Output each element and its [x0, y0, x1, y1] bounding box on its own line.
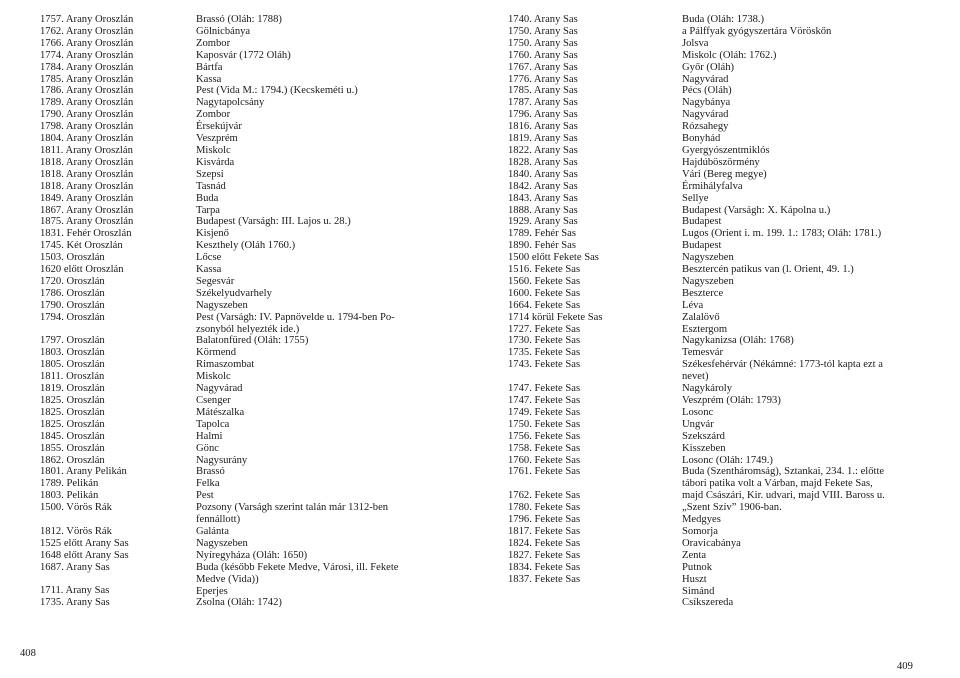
- location-line: Galánta: [196, 525, 229, 537]
- location-line: Nagyvárad: [196, 383, 243, 395]
- location-line: Nagyszeben: [682, 275, 734, 287]
- location-line: Veszprém: [196, 133, 238, 145]
- entry-line: 1620 előtt Oroszlán: [40, 264, 124, 276]
- location-line: Somorja: [682, 525, 718, 537]
- location-line: Segesvár: [196, 275, 235, 287]
- group-gap: [40, 514, 133, 526]
- location-line: Buda (később Fekete Medve, Városi, ill. Fekete: [196, 561, 399, 573]
- entry-line: 1664. Fekete Sas: [508, 299, 581, 311]
- entry-line: 1831. Fehér Oroszlán: [40, 228, 132, 240]
- location-line: Tarpa: [196, 204, 220, 216]
- location-line: majd Császári, Kir. udvari, majd VIII. Baross u.: [682, 490, 885, 502]
- entry-line: 1796. Fekete Sas: [508, 514, 581, 526]
- entry-line: 1811. Oroszlán: [40, 371, 105, 383]
- location-line: Losonc (Oláh: 1749.): [682, 454, 773, 466]
- entry-line: 1600. Fekete Sas: [508, 287, 581, 299]
- entry-line: 1714 körül Fekete Sas: [508, 311, 603, 323]
- entry-line: 1758. Fekete Sas: [508, 442, 581, 454]
- entry-line: 1785. Arany Oroszlán: [40, 73, 134, 85]
- location-line: Nagybánya: [682, 97, 731, 109]
- location-line: Putnok: [682, 561, 713, 573]
- entry-line: 1840. Arany Sas: [508, 168, 578, 180]
- location-line: Érmihályfalva: [682, 180, 743, 192]
- location-line: Léva: [682, 299, 704, 311]
- location-line: zsonyból helyezték ide.): [196, 323, 300, 335]
- pharmacy-year-name-column-left: [40, 14, 133, 609]
- location-line: Brassó (Oláh: 1788): [196, 14, 282, 25]
- location-line: Érsekújvár: [196, 121, 242, 133]
- location-line: Zalalövő: [682, 311, 720, 323]
- entry-line: 1735. Fekete Sas: [508, 347, 581, 359]
- location-line: Székelyudvarhely: [196, 287, 272, 299]
- location-line: Lőcse: [196, 252, 222, 264]
- location-line: Ungvár: [682, 418, 714, 430]
- entry-line: 1834. Fekete Sas: [508, 561, 581, 573]
- location-line: Kaposvár (1772 Oláh): [196, 49, 291, 61]
- location-line: Pest (Vida M.: 1794.) (Kecskeméti u.): [196, 85, 358, 97]
- entry-line: 1804. Arany Oroszlán: [40, 133, 134, 145]
- entry-line: 1560. Fekete Sas: [508, 275, 581, 287]
- location-line: Kisjenő: [196, 228, 229, 240]
- entry-line: 1648 előtt Arany Sas: [40, 549, 129, 561]
- location-line: Kassa: [196, 73, 222, 85]
- location-line: Győr (Oláh): [682, 61, 735, 73]
- location-line: Nagyszeben: [196, 537, 248, 549]
- entry-line: 1727. Fekete Sas: [508, 323, 581, 335]
- entry-line: 1789. Arany Oroszlán: [40, 97, 134, 109]
- entry-line: 1827. Fekete Sas: [508, 549, 581, 561]
- entry-line: 1867. Arany Oroszlán: [40, 204, 134, 216]
- entry-line: 1811. Arany Oroszlán: [40, 144, 133, 156]
- entry-line: 1822. Arany Sas: [508, 144, 578, 156]
- location-line: Csenger: [196, 395, 231, 406]
- entry-line: 1789. Pelikán: [40, 478, 99, 490]
- entry-line: 1767. Arany Sas: [508, 61, 578, 73]
- location-line: a Pálffyak gyógyszertára Vöröskőn: [682, 25, 832, 37]
- entry-line: 1888. Arany Sas: [508, 204, 578, 216]
- entry-line: 1890. Fehér Sas: [508, 240, 576, 252]
- location-line: Eperjes: [196, 585, 228, 597]
- location-line: Felka: [196, 478, 220, 490]
- location-line: Veszprém (Oláh: 1793): [682, 395, 781, 406]
- entry-line: 1780. Fekete Sas: [508, 502, 581, 514]
- location-line: Nyíregyháza (Oláh: 1650): [196, 549, 308, 561]
- location-line: Budapest (Varságh: X. Kápolna u.): [682, 204, 831, 216]
- entry-line: 1747. Fekete Sas: [508, 383, 581, 395]
- entry-line: 1862. Oroszlán: [40, 454, 105, 466]
- location-line: Nagytapolcsány: [196, 97, 265, 109]
- entry-line: 1798. Arany Oroszlán: [40, 121, 134, 133]
- location-line: Budapest (Varságh: III. Lajos u. 28.): [196, 216, 351, 228]
- entry-line: 1789. Fehér Sas: [508, 228, 576, 240]
- location-line: Gyergyószentmiklós: [682, 144, 770, 156]
- entry-line: 1784. Arany Oroszlán: [40, 61, 134, 73]
- entry-line: 1735. Arany Sas: [40, 597, 110, 609]
- location-line: Huszt: [682, 573, 707, 585]
- location-line: Buda: [196, 192, 219, 204]
- entry-line: 1687. Arany Sas: [40, 561, 110, 573]
- entry-line: 1749. Fekete Sas: [508, 406, 581, 418]
- entry-line: 1730. Fekete Sas: [508, 335, 581, 347]
- location-line: Miskolc (Oláh: 1762.): [682, 49, 777, 61]
- location-line: Gönc: [196, 442, 219, 454]
- entry-line: 1790. Arany Oroszlán: [40, 109, 134, 121]
- entry-line: 1750. Arany Sas: [508, 37, 578, 49]
- location-line: Buda (Oláh: 1738.): [682, 14, 765, 25]
- entry-line: 1786. Oroszlán: [40, 287, 105, 299]
- page-number-right: 409: [897, 661, 913, 672]
- entry-line: 1816. Arany Sas: [508, 121, 578, 133]
- entry-line: 1761. Fekete Sas: [508, 466, 581, 478]
- entry-line: 1762. Fekete Sas: [508, 490, 581, 502]
- location-line: Esztergom: [682, 323, 728, 335]
- location-line: Nagykároly: [682, 383, 733, 395]
- entry-line: 1818. Arany Oroszlán: [40, 180, 134, 192]
- location-line: Balatonfüred (Oláh: 1755): [196, 335, 309, 347]
- location-line: Losonc: [682, 406, 714, 418]
- page-number-left: 408: [20, 648, 36, 659]
- location-line: Pécs (Oláh): [682, 85, 732, 97]
- location-line: Bártfa: [196, 61, 223, 73]
- entry-line: 1760. Arany Sas: [508, 49, 578, 61]
- entry-line: 1828. Arany Sas: [508, 156, 578, 168]
- location-line: Nagyszeben: [682, 252, 734, 264]
- location-line: Rimaszombat: [196, 359, 255, 371]
- entry-line: 1875. Arany Oroszlán: [40, 216, 134, 228]
- entry-line: 1776. Arany Sas: [508, 73, 578, 85]
- location-line: Szekszárd: [682, 430, 725, 442]
- entry-line: 1787. Arany Sas: [508, 97, 578, 109]
- entry-line: 1825. Oroszlán: [40, 394, 105, 406]
- location-line: Pozsony (Varságh szerint talán már 1312-ben: [196, 502, 389, 514]
- location-line: Kassa: [196, 264, 222, 276]
- entry-line: 1825. Oroszlán: [40, 406, 105, 418]
- location-line: Nagykanizsa (Oláh: 1768): [682, 335, 794, 347]
- location-line: Oravicabánya: [682, 537, 741, 549]
- entry-line: 1743. Fekete Sas: [508, 359, 581, 371]
- location-line: Miskolc: [196, 144, 231, 156]
- entry-line: 1745. Két Oroszlán: [40, 240, 123, 252]
- entry-line: 1756. Fekete Sas: [508, 430, 581, 442]
- entry-line: 1525 előtt Arany Sas: [40, 537, 129, 549]
- location-line: Budapest: [682, 240, 722, 252]
- entry-line: 1819. Oroszlán: [40, 383, 105, 395]
- entry-line: 1801. Arany Pelikán: [40, 466, 127, 478]
- entry-line: 1747. Fekete Sas: [508, 394, 581, 406]
- location-line: Rózsahegy: [682, 121, 729, 133]
- group-gap: [508, 478, 602, 490]
- entry-line: 1929. Arany Sas: [508, 216, 578, 228]
- entry-line: 1819. Arany Sas: [508, 133, 578, 145]
- entry-line: 1500 előtt Fekete Sas: [508, 252, 599, 264]
- location-line: Hajdúböszörmény: [682, 156, 760, 168]
- location-line: Beszterce: [682, 287, 724, 299]
- location-line: Buda (Szentháromság), Sztankai, 234. 1.: előtte: [682, 466, 885, 478]
- entry-line: 1720. Oroszlán: [40, 275, 105, 287]
- entry-line: 1750. Fekete Sas: [508, 418, 581, 430]
- location-line: Bonyhád: [682, 133, 721, 145]
- entry-line: 1711. Arany Sas: [40, 585, 110, 597]
- group-gap: [40, 324, 133, 336]
- location-line: Kisszeben: [682, 442, 726, 454]
- location-line: Nagysurány: [196, 454, 248, 466]
- location-line: Székesfehérvár (Nékámné: 1773-tól kapta ezt a: [682, 359, 883, 371]
- location-line: Brassó: [196, 466, 225, 478]
- location-line: Mátészalka: [196, 406, 245, 418]
- entry-line: 1842. Arany Sas: [508, 180, 578, 192]
- entry-line: 1803. Pelikán: [40, 490, 99, 502]
- location-line: tábori patika volt a Várban, majd Fekete Sas,: [682, 478, 873, 490]
- location-line: Körmend: [196, 347, 237, 359]
- location-line: Jolsva: [682, 37, 709, 49]
- location-line: Nagyszeben: [196, 299, 248, 311]
- location-line: Csíkszereda: [682, 597, 734, 609]
- entry-line: 1500. Vörös Rák: [40, 502, 112, 514]
- entry-line: 1762. Arany Oroszlán: [40, 25, 134, 37]
- entry-line: 1503. Oroszlán: [40, 252, 105, 264]
- location-line: Zsolna (Oláh: 1742): [196, 597, 282, 609]
- entry-line: 1843. Arany Sas: [508, 192, 578, 204]
- location-line: Pest (Varságh: IV. Papnövelde u. 1794-ben Po-: [196, 311, 395, 323]
- location-line: Pest: [196, 490, 214, 502]
- entry-line: 1790. Oroszlán: [40, 299, 105, 311]
- location-line: Besztercén patikus van (l. Orient, 49. 1.): [682, 264, 854, 276]
- entry-line: 1824. Fekete Sas: [508, 537, 581, 549]
- pharmacy-location-column-left: [196, 14, 399, 609]
- entry-line: 1740. Arany Sas: [508, 14, 578, 25]
- entry-line: 1825. Oroszlán: [40, 418, 105, 430]
- location-line: Sellye: [682, 192, 709, 204]
- location-line: Nagyvárad: [682, 109, 729, 121]
- location-line: Tapolca: [196, 418, 230, 430]
- entry-line: 1786. Arany Oroszlán: [40, 85, 134, 97]
- entry-line: 1805. Oroszlán: [40, 359, 105, 371]
- location-line: fennállott): [196, 514, 241, 526]
- location-line: Kisvárda: [196, 156, 235, 168]
- entry-line: 1855. Oroszlán: [40, 442, 105, 454]
- entry-line: 1794. Oroszlán: [40, 311, 105, 323]
- location-line: Keszthely (Oláh 1760.): [196, 240, 296, 252]
- entry-line: 1797. Oroszlán: [40, 335, 105, 347]
- entry-line: 1796. Arany Sas: [508, 109, 578, 121]
- location-line: Temesvár: [682, 347, 724, 359]
- location-line: Vári (Bereg megye): [682, 168, 767, 180]
- entry-line: 1818. Arany Oroszlán: [40, 168, 134, 180]
- location-line: Lugos (Orient i. m. 199. 1.: 1783; Oláh: 1781.): [682, 228, 882, 240]
- location-line: Miskolc: [196, 371, 231, 383]
- location-line: Simánd: [682, 585, 715, 597]
- entry-line: 1803. Oroszlán: [40, 347, 105, 359]
- entry-line: 1750. Arany Sas: [508, 25, 578, 37]
- location-line: Tasnád: [196, 180, 226, 192]
- entry-line: 1774. Arany Oroszlán: [40, 49, 134, 61]
- entry-line: 1766. Arany Oroszlán: [40, 37, 134, 49]
- location-line: Szepsi: [196, 168, 224, 180]
- location-line: „Szent Szív” 1906-ban.: [682, 502, 782, 514]
- location-line: Medgyes: [682, 514, 721, 526]
- pharmacy-year-name-column-right: [508, 14, 602, 585]
- entry-line: 1837. Fekete Sas: [508, 573, 581, 585]
- entry-line: 1760. Fekete Sas: [508, 454, 581, 466]
- group-gap: [508, 371, 602, 383]
- entry-line: 1818. Arany Oroszlán: [40, 156, 134, 168]
- entry-line: 1845. Oroszlán: [40, 430, 105, 442]
- location-line: Medve (Vida)): [196, 573, 259, 585]
- location-line: Nagyvárad: [682, 73, 729, 85]
- pharmacy-location-column-right: [682, 14, 952, 609]
- group-gap: [40, 574, 133, 586]
- location-line: Zombor: [196, 109, 231, 121]
- location-line: Zenta: [682, 549, 707, 561]
- entry-line: 1812. Vörös Rák: [40, 525, 112, 537]
- location-line: Budapest: [682, 216, 722, 228]
- location-line: Halmi: [196, 430, 223, 442]
- entry-line: 1817. Fekete Sas: [508, 525, 581, 537]
- entry-line: 1516. Fekete Sas: [508, 264, 581, 276]
- entry-line: 1757. Arany Oroszlán: [40, 14, 134, 25]
- location-line: nevet): [682, 371, 709, 383]
- location-line: Zombor: [196, 37, 231, 49]
- entry-line: 1849. Arany Oroszlán: [40, 192, 134, 204]
- location-line: Gölnicbánya: [196, 25, 251, 37]
- entry-line: 1785. Arany Sas: [508, 85, 578, 97]
